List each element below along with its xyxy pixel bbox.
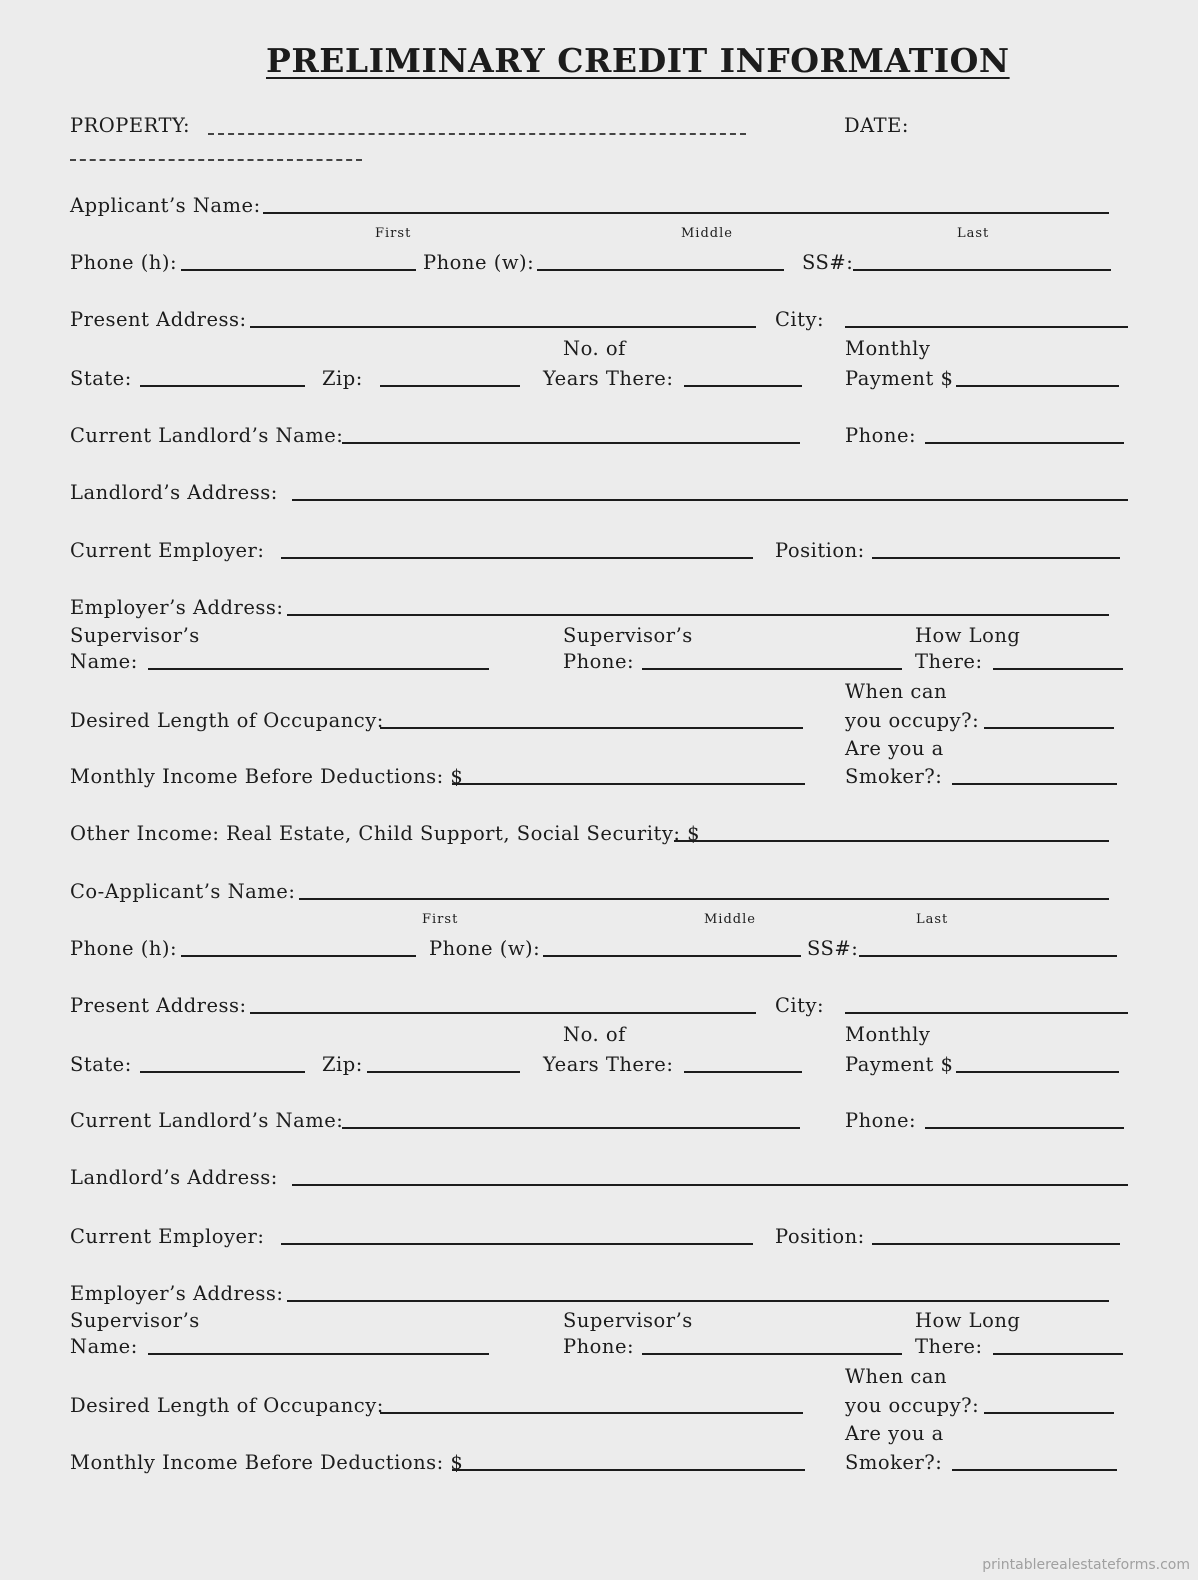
present-address-field[interactable] xyxy=(250,326,756,328)
state-label: State: xyxy=(70,367,132,390)
co-landlord-phone-field[interactable] xyxy=(925,1127,1124,1129)
co-payment-field[interactable] xyxy=(956,1071,1119,1073)
desired-length-field[interactable] xyxy=(380,727,803,729)
when-can-label: When can xyxy=(845,680,948,703)
co-phone-h-field[interactable] xyxy=(181,955,416,957)
co-landlord-address-field[interactable] xyxy=(292,1184,1128,1186)
landlord-name-label: Current Landlord’s Name: xyxy=(70,424,344,447)
occupy-field[interactable] xyxy=(984,727,1114,729)
employer-address-field[interactable] xyxy=(287,614,1109,616)
co-sup-phone-label: Phone: xyxy=(563,1335,635,1358)
co-state-label: State: xyxy=(70,1053,132,1076)
co-monthly-income-label: Monthly Income Before Deductions: $ xyxy=(70,1451,464,1474)
payment-label: Payment $ xyxy=(845,367,954,390)
co-employer-label: Current Employer: xyxy=(70,1225,265,1248)
co-position-field[interactable] xyxy=(872,1243,1120,1245)
co-city-field[interactable] xyxy=(845,1012,1128,1014)
first-sublabel: First xyxy=(375,226,412,241)
co-desired-length-label: Desired Length of Occupancy: xyxy=(70,1394,384,1417)
landlord-address-label: Landlord’s Address: xyxy=(70,481,278,504)
ss-label: SS#: xyxy=(802,251,854,274)
co-zip-label: Zip: xyxy=(322,1053,363,1076)
co-there-field[interactable] xyxy=(993,1353,1123,1355)
years-there-field[interactable] xyxy=(684,385,802,387)
date-label: DATE: xyxy=(844,114,909,137)
supervisors-label: Supervisor’s xyxy=(70,624,200,647)
form-title: PRELIMINARY CREDIT INFORMATION xyxy=(266,41,1010,80)
sup-phone-field[interactable] xyxy=(642,668,902,670)
city-field[interactable] xyxy=(845,326,1128,328)
no-of-label: No. of xyxy=(563,337,626,360)
other-income-label: Other Income: Real Estate, Child Support, Social Security: $ xyxy=(70,822,701,845)
phone-w-label: Phone (w): xyxy=(423,251,535,274)
co-how-long-label: How Long xyxy=(915,1309,1021,1332)
co-last-sublabel: Last xyxy=(916,912,949,927)
co-state-field[interactable] xyxy=(140,1071,305,1073)
sup-phone-label: Phone: xyxy=(563,650,635,673)
employer-field[interactable] xyxy=(281,557,753,559)
landlord-address-field[interactable] xyxy=(292,499,1128,501)
zip-field[interactable] xyxy=(380,385,520,387)
co-landlord-address-label: Landlord’s Address: xyxy=(70,1166,278,1189)
co-supervisors-phone-top-label: Supervisor’s xyxy=(563,1309,693,1332)
co-monthly-label: Monthly xyxy=(845,1023,931,1046)
state-field[interactable] xyxy=(140,385,305,387)
co-employer-address-label: Employer’s Address: xyxy=(70,1282,284,1305)
applicant-name-label: Applicant’s Name: xyxy=(70,194,261,217)
landlord-phone-label: Phone: xyxy=(845,424,917,447)
desired-length-label: Desired Length of Occupancy: xyxy=(70,709,384,732)
co-monthly-income-field[interactable] xyxy=(452,1469,805,1471)
other-income-field[interactable] xyxy=(674,840,1109,842)
monthly-income-label: Monthly Income Before Deductions: $ xyxy=(70,765,464,788)
employer-label: Current Employer: xyxy=(70,539,265,562)
co-sup-name-label: Name: xyxy=(70,1335,138,1358)
co-employer-address-field[interactable] xyxy=(287,1300,1109,1302)
co-first-sublabel: First xyxy=(422,912,459,927)
middle-sublabel: Middle xyxy=(681,226,733,241)
employer-address-label: Employer’s Address: xyxy=(70,596,284,619)
monthly-income-field[interactable] xyxy=(452,783,805,785)
co-present-address-field[interactable] xyxy=(250,1012,756,1014)
co-position-label: Position: xyxy=(775,1225,865,1248)
co-applicant-name-label: Co-Applicant’s Name: xyxy=(70,880,296,903)
city-label: City: xyxy=(775,308,825,331)
co-payment-label: Payment $ xyxy=(845,1053,954,1076)
sup-name-label: Name: xyxy=(70,650,138,673)
co-are-you-a-label: Are you a xyxy=(845,1422,944,1445)
property-label: PROPERTY: xyxy=(70,114,191,137)
co-there-label: There: xyxy=(915,1335,983,1358)
how-long-label: How Long xyxy=(915,624,1021,647)
there-label: There: xyxy=(915,650,983,673)
co-phone-h-label: Phone (h): xyxy=(70,937,178,960)
co-landlord-name-field[interactable] xyxy=(342,1127,800,1129)
co-landlord-name-label: Current Landlord’s Name: xyxy=(70,1109,344,1132)
years-there-label: Years There: xyxy=(543,367,674,390)
monthly-label: Monthly xyxy=(845,337,931,360)
co-city-label: City: xyxy=(775,994,825,1017)
co-you-occupy-label: you occupy?: xyxy=(845,1394,980,1417)
phone-h-label: Phone (h): xyxy=(70,251,178,274)
landlord-name-field[interactable] xyxy=(342,442,800,444)
co-smoker-label: Smoker?: xyxy=(845,1451,943,1474)
co-sup-phone-field[interactable] xyxy=(642,1353,902,1355)
footer-watermark: printablerealestateforms.com xyxy=(982,1557,1190,1573)
supervisors-phone-top-label: Supervisor’s xyxy=(563,624,693,647)
last-sublabel: Last xyxy=(957,226,990,241)
are-you-a-label: Are you a xyxy=(845,737,944,760)
co-occupy-field[interactable] xyxy=(984,1412,1114,1414)
co-zip-field[interactable] xyxy=(367,1071,520,1073)
date-field[interactable] xyxy=(70,159,362,161)
co-desired-length-field[interactable] xyxy=(380,1412,803,1414)
co-present-address-label: Present Address: xyxy=(70,994,247,1017)
co-sup-name-field[interactable] xyxy=(148,1353,489,1355)
landlord-phone-field[interactable] xyxy=(925,442,1124,444)
smoker-label: Smoker?: xyxy=(845,765,943,788)
co-years-there-label: Years There: xyxy=(543,1053,674,1076)
position-field[interactable] xyxy=(872,557,1120,559)
co-smoker-field[interactable] xyxy=(952,1469,1117,1471)
co-employer-field[interactable] xyxy=(281,1243,753,1245)
co-middle-sublabel: Middle xyxy=(704,912,756,927)
co-when-can-label: When can xyxy=(845,1365,948,1388)
phone-h-field[interactable] xyxy=(181,269,416,271)
sup-name-field[interactable] xyxy=(148,668,489,670)
position-label: Position: xyxy=(775,539,865,562)
co-no-of-label: No. of xyxy=(563,1023,626,1046)
co-years-there-field[interactable] xyxy=(684,1071,802,1073)
applicant-name-field[interactable] xyxy=(263,212,1109,214)
zip-label: Zip: xyxy=(322,367,363,390)
ss-field[interactable] xyxy=(853,269,1111,271)
there-field[interactable] xyxy=(993,668,1123,670)
property-field[interactable] xyxy=(208,133,746,135)
co-supervisors-label: Supervisor’s xyxy=(70,1309,200,1332)
phone-w-field[interactable] xyxy=(537,269,784,271)
co-phone-w-label: Phone (w): xyxy=(429,937,541,960)
smoker-field[interactable] xyxy=(952,783,1117,785)
co-landlord-phone-label: Phone: xyxy=(845,1109,917,1132)
payment-field[interactable] xyxy=(956,385,1119,387)
co-ss-field[interactable] xyxy=(859,955,1117,957)
co-applicant-name-field[interactable] xyxy=(299,898,1109,900)
present-address-label: Present Address: xyxy=(70,308,247,331)
co-phone-w-field[interactable] xyxy=(543,955,801,957)
you-occupy-label: you occupy?: xyxy=(845,709,980,732)
co-ss-label: SS#: xyxy=(807,937,859,960)
